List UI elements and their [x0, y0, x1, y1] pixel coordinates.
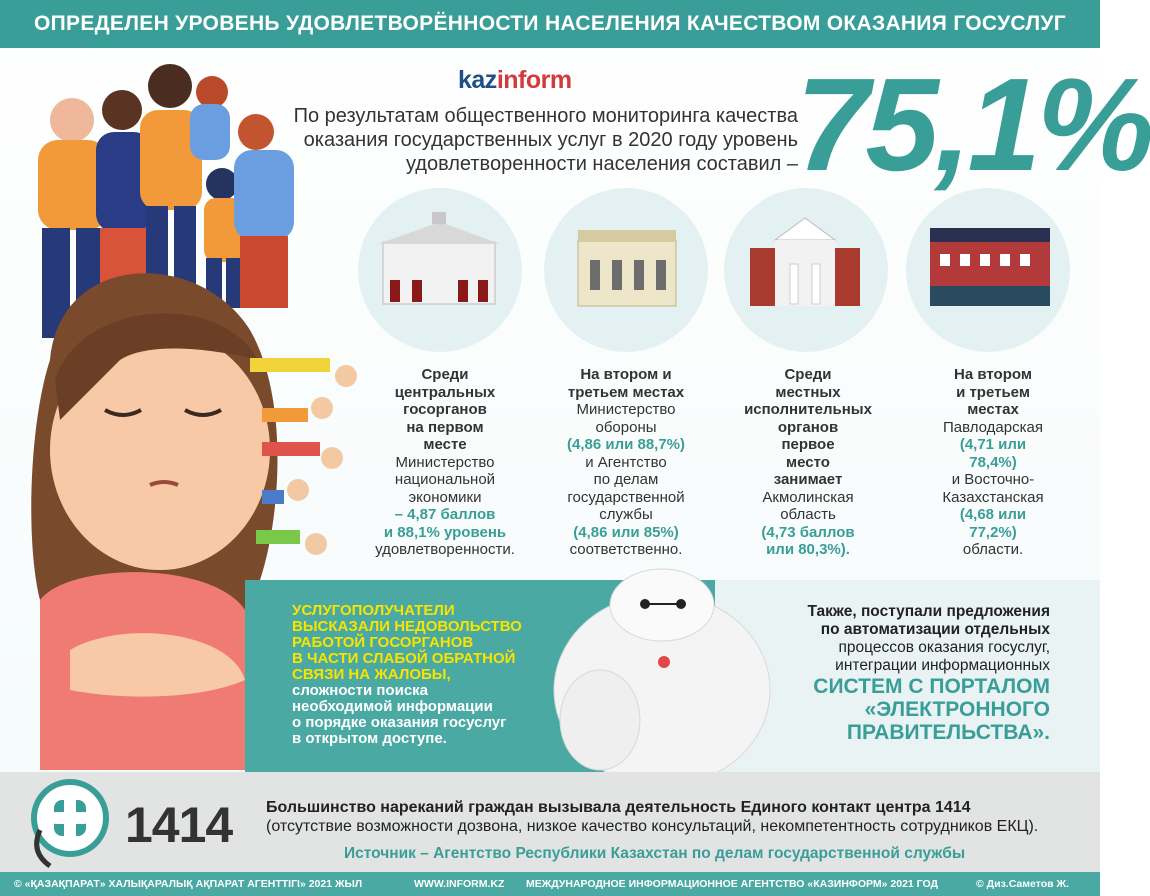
logo-part-2: inform — [496, 66, 572, 94]
card-line: (4,68 или — [959, 506, 1027, 523]
card-line: – 4,87 баллов — [394, 506, 496, 523]
card-line: исполнительных — [744, 401, 872, 418]
card-line: Акмолинская — [762, 488, 854, 506]
intro-line: оказания государственных услуг в 2020 году уровень — [303, 129, 798, 151]
proposals-line: интеграции информационных — [835, 657, 1050, 674]
card-line: государственной — [567, 488, 685, 506]
contact-number: 1414 — [125, 797, 233, 853]
card-line: (4,71 или — [959, 436, 1027, 453]
complaint-text — [266, 798, 1096, 836]
card-line: Павлодарская — [943, 418, 1043, 436]
card-line: и третьем — [956, 383, 1030, 401]
card-line: Министерство — [576, 401, 676, 418]
card-line: место — [786, 453, 830, 471]
card-line: Среди — [421, 366, 469, 383]
card-line: 78,4%) — [969, 453, 1017, 471]
card-line: занимает — [773, 471, 843, 488]
card-line: месте — [423, 436, 467, 453]
card-line: местах — [967, 401, 1019, 418]
card-line: Казахстанская — [942, 488, 1044, 506]
card-line: На втором и — [580, 366, 672, 383]
footer-designer: © Диз.Саметов Ж. — [976, 878, 1069, 890]
intro-line: По результатам общественного мониторинга качества — [293, 105, 798, 127]
intro-line: удовлетворенности населения составил – — [405, 153, 798, 175]
card-line: центральных — [394, 383, 496, 401]
card-line: и Агентство — [585, 453, 667, 471]
card-line: области. — [962, 541, 1024, 558]
footer-website[interactable]: WWW.INFORM.KZ — [414, 878, 505, 890]
feedback-line: В ЧАСТИ СЛАБОЙ ОБРАТНОЙ — [292, 650, 516, 667]
card-line: и Восточно- — [951, 471, 1035, 488]
footer — [0, 872, 1100, 896]
card-line: и 88,1% уровень — [383, 523, 507, 541]
footer-copyright-kz: © «ҚАЗАҚПАРАТ» ХАЛЫҚАРАЛЫҚ АҚПАРАТ АГЕНТТІГІ» 2021 ЖЫЛ — [14, 878, 363, 890]
card-line: соответственно. — [569, 541, 683, 558]
card-line: третьем местах — [567, 383, 685, 401]
card-line: Министерство — [395, 453, 495, 471]
card-line: 77,2%) — [969, 523, 1017, 541]
feedback-line: ВЫСКАЗАЛИ НЕДОВОЛЬСТВО — [292, 618, 522, 635]
card-line: (4,86 или 85%) — [573, 523, 679, 541]
proposals-line: СИСТЕМ С ПОРТАЛОМ — [813, 675, 1050, 698]
card-line: национальной — [394, 471, 496, 488]
card-line: первое — [781, 436, 835, 453]
card-line: область — [780, 506, 836, 523]
card-line: Среди — [784, 366, 832, 383]
card-line: госорганов — [403, 401, 487, 418]
card-line: (4,86 или 88,7%) — [566, 436, 686, 453]
proposals-line: «ЭЛЕКТРОННОГО — [864, 698, 1050, 721]
proposals-line: процессов оказания госуслуг, — [838, 639, 1050, 656]
complaint-line: Большинство нареканий граждан вызывала деятельность Единого контакт центра 1414 — [266, 799, 971, 816]
card-line: службы — [599, 506, 653, 523]
card-line: обороны — [595, 418, 657, 436]
proposals-line: Также, поступали предложения — [807, 603, 1050, 620]
card-line: удовлетворенности. — [375, 541, 515, 558]
card-line: на первом — [406, 418, 484, 436]
feedback-line: необходимой информации — [292, 698, 493, 715]
feedback-line: УСЛУГОПОЛУЧАТЕЛИ — [292, 602, 455, 619]
complaint-line: (отсутствие возможности дозвона, низкое качество консультаций, некомпетентность сотрудников ЕКЦ). — [266, 818, 1039, 835]
feedback-line: о порядке оказания госуслуг — [292, 714, 507, 731]
card-line: На втором — [954, 366, 1032, 383]
proposals-line: ПРАВИТЕЛЬСТВА». — [846, 721, 1050, 744]
card-line: местных — [775, 383, 841, 401]
card-line: или 80,3%). — [766, 541, 850, 558]
source-text: Источник – Агентство Республики Казахстан по делам государственной службы — [344, 845, 966, 862]
footer-agency: МЕЖДУНАРОДНОЕ ИНФОРМАЦИОННОЕ АГЕНТСТВО «КАЗИНФОРМ» 2021 ГОД — [526, 878, 938, 890]
card-line: экономики — [408, 488, 482, 506]
feedback-line: СВЯЗИ НА ЖАЛОБЫ, — [292, 666, 451, 683]
card-line: (4,73 баллов — [761, 523, 855, 541]
satisfaction-percent: 75,1% — [796, 51, 1150, 198]
feedback-line: сложности поиска — [292, 682, 429, 699]
proposals-line: по автоматизации отдельных — [820, 621, 1050, 638]
card-line: по делам — [593, 471, 659, 488]
page-title: ОПРЕДЕЛЕН УРОВЕНЬ УДОВЛЕТВОРЁННОСТИ НАСЕЛЕНИЯ КАЧЕСТВОМ ОКАЗАНИЯ ГОСУСЛУГ — [0, 0, 1100, 48]
logo-part-1: kaz — [458, 66, 497, 94]
card-line: органов — [777, 418, 839, 436]
feedback-line: в открытом доступе. — [292, 730, 447, 747]
feedback-line: РАБОТОЙ ГОСОРГАНОВ — [292, 634, 474, 651]
